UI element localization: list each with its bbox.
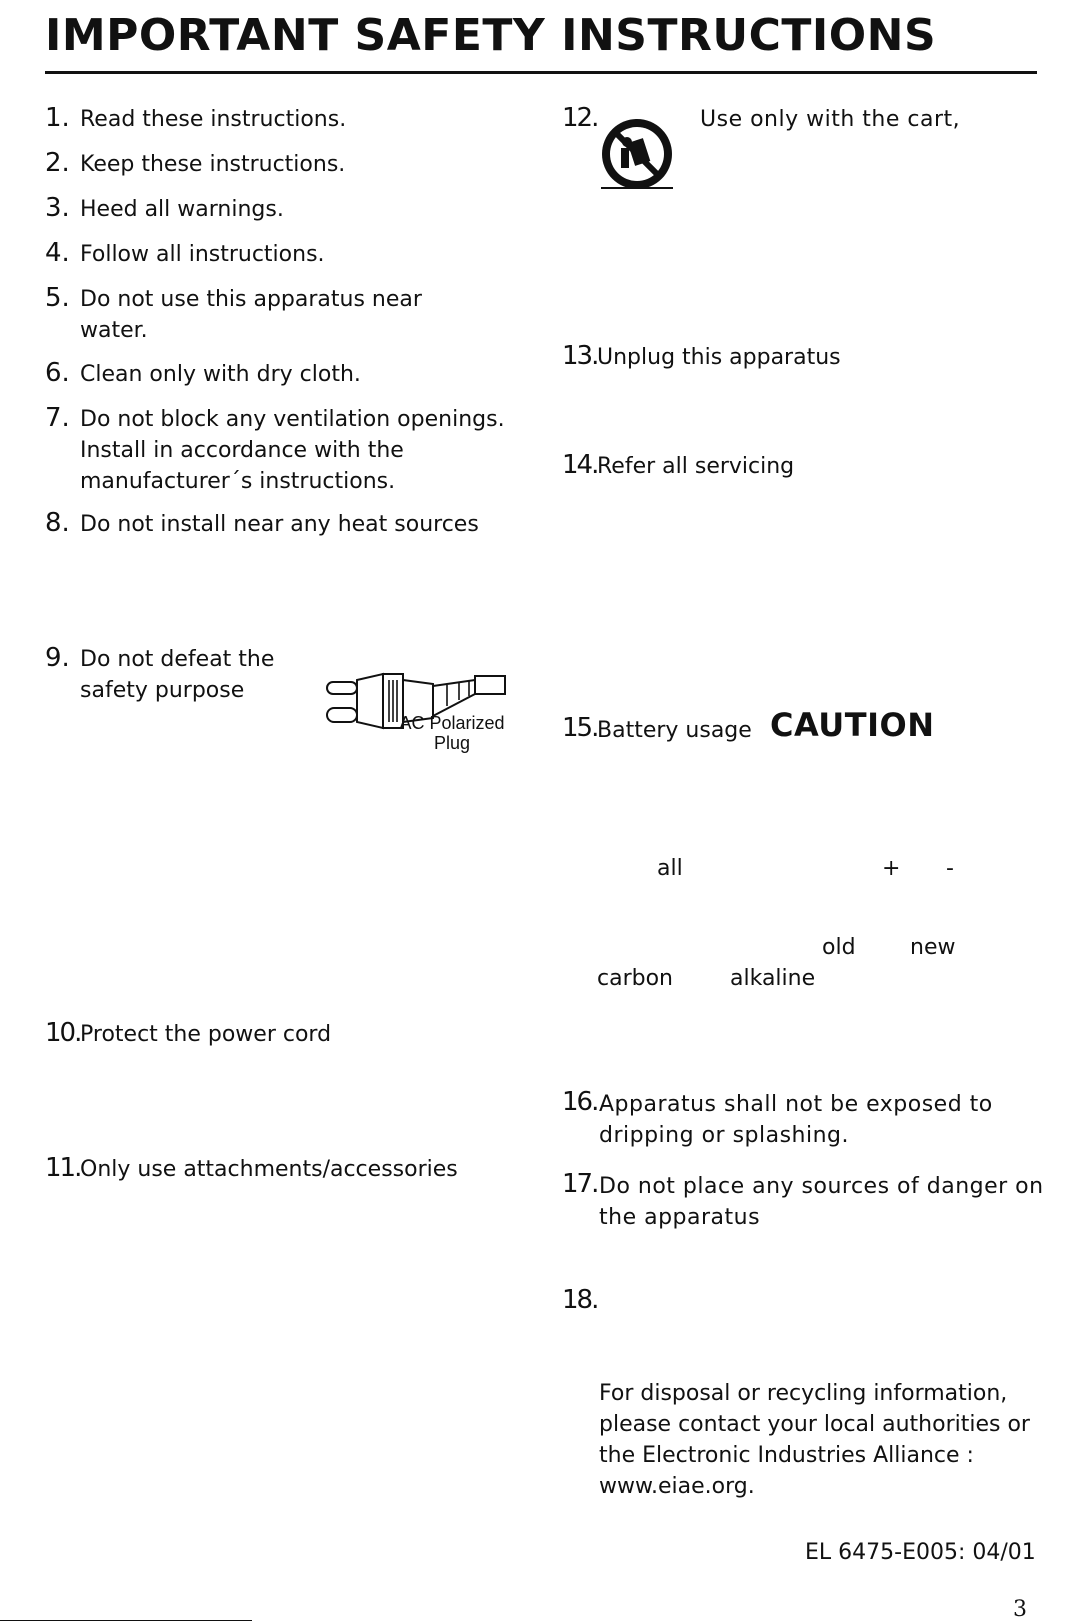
item-18-number: 18. bbox=[562, 1285, 598, 1315]
item-8-text: Do not install near any heat sources bbox=[80, 512, 479, 537]
item-17-text: Do not place any sources of danger on the apparatus bbox=[599, 1174, 1044, 1230]
page-number: 3 bbox=[1013, 1597, 1027, 1622]
item-10-text: Protect the power cord bbox=[80, 1022, 332, 1047]
item-3-text: Heed all warnings. bbox=[80, 197, 284, 222]
item-3-number: 3. bbox=[45, 193, 70, 223]
battery-fragment-all: all bbox=[657, 856, 683, 881]
item-7-text: Do not block any ventilation openings. Install in accordance with the manufacturer´s instructions. bbox=[80, 407, 505, 494]
battery-fragment-alkaline: alkaline bbox=[730, 966, 816, 991]
item-2-number: 2. bbox=[45, 148, 70, 178]
item-11-number: 11. bbox=[45, 1153, 81, 1183]
battery-fragment-carbon: carbon bbox=[597, 966, 673, 991]
item-16-number: 16. bbox=[562, 1087, 598, 1117]
plug-caption-line-1: AC Polarized bbox=[399, 713, 505, 733]
item-4-text: Follow all instructions. bbox=[80, 242, 325, 267]
disposal-info-text: For disposal or recycling information, please contact your local authorities or the Electronic Industries Alliance : www.eiae.org. bbox=[599, 1381, 1030, 1499]
document-code: EL 6475-E005: 04/01 bbox=[805, 1540, 1036, 1565]
item-2-text: Keep these instructions. bbox=[80, 152, 346, 177]
item-5-text: Do not use this apparatus near water. bbox=[80, 287, 422, 343]
item-14-number: 14. bbox=[562, 450, 598, 480]
item-9-text: Do not defeat the safety purpose bbox=[80, 647, 275, 703]
item-9-number: 9. bbox=[45, 643, 70, 673]
plug-caption bbox=[382, 713, 522, 753]
caution-heading: CAUTION bbox=[770, 706, 935, 744]
item-13-number: 13. bbox=[562, 341, 598, 371]
item-17-number: 17. bbox=[562, 1169, 598, 1199]
plug-caption-line-2: Plug bbox=[433, 733, 471, 753]
title-divider bbox=[45, 71, 1037, 74]
page-title: IMPORTANT SAFETY INSTRUCTIONS bbox=[45, 10, 937, 61]
item-7-number: 7. bbox=[45, 403, 70, 433]
item-11-text: Only use attachments/accessories bbox=[80, 1157, 458, 1182]
item-16-text: Apparatus shall not be exposed to dripping or splashing. bbox=[599, 1092, 993, 1148]
battery-fragment-minus: - bbox=[946, 856, 954, 881]
item-6-number: 6. bbox=[45, 358, 70, 388]
item-12-text: Use only with the cart, bbox=[700, 107, 961, 132]
item-4-number: 4. bbox=[45, 238, 70, 268]
item-5-number: 5. bbox=[45, 283, 70, 313]
item-6-text: Clean only with dry cloth. bbox=[80, 362, 361, 387]
item-1-text: Read these instructions. bbox=[80, 107, 347, 132]
cart-tip-over-warning-icon bbox=[597, 116, 677, 194]
item-12-number: 12. bbox=[562, 103, 598, 133]
battery-fragment-plus: + bbox=[882, 856, 901, 881]
item-15-text: Battery usage bbox=[597, 718, 752, 743]
item-10-number: 10. bbox=[45, 1018, 81, 1048]
item-15-number: 15. bbox=[562, 713, 598, 743]
battery-fragment-old: old bbox=[822, 935, 856, 960]
item-13-text: Unplug this apparatus bbox=[597, 345, 841, 370]
item-1-number: 1. bbox=[45, 103, 70, 133]
item-8-number: 8. bbox=[45, 508, 70, 538]
item-14-text: Refer all servicing bbox=[597, 454, 795, 479]
battery-fragment-new: new bbox=[910, 935, 956, 960]
footer-divider bbox=[0, 1620, 252, 1621]
